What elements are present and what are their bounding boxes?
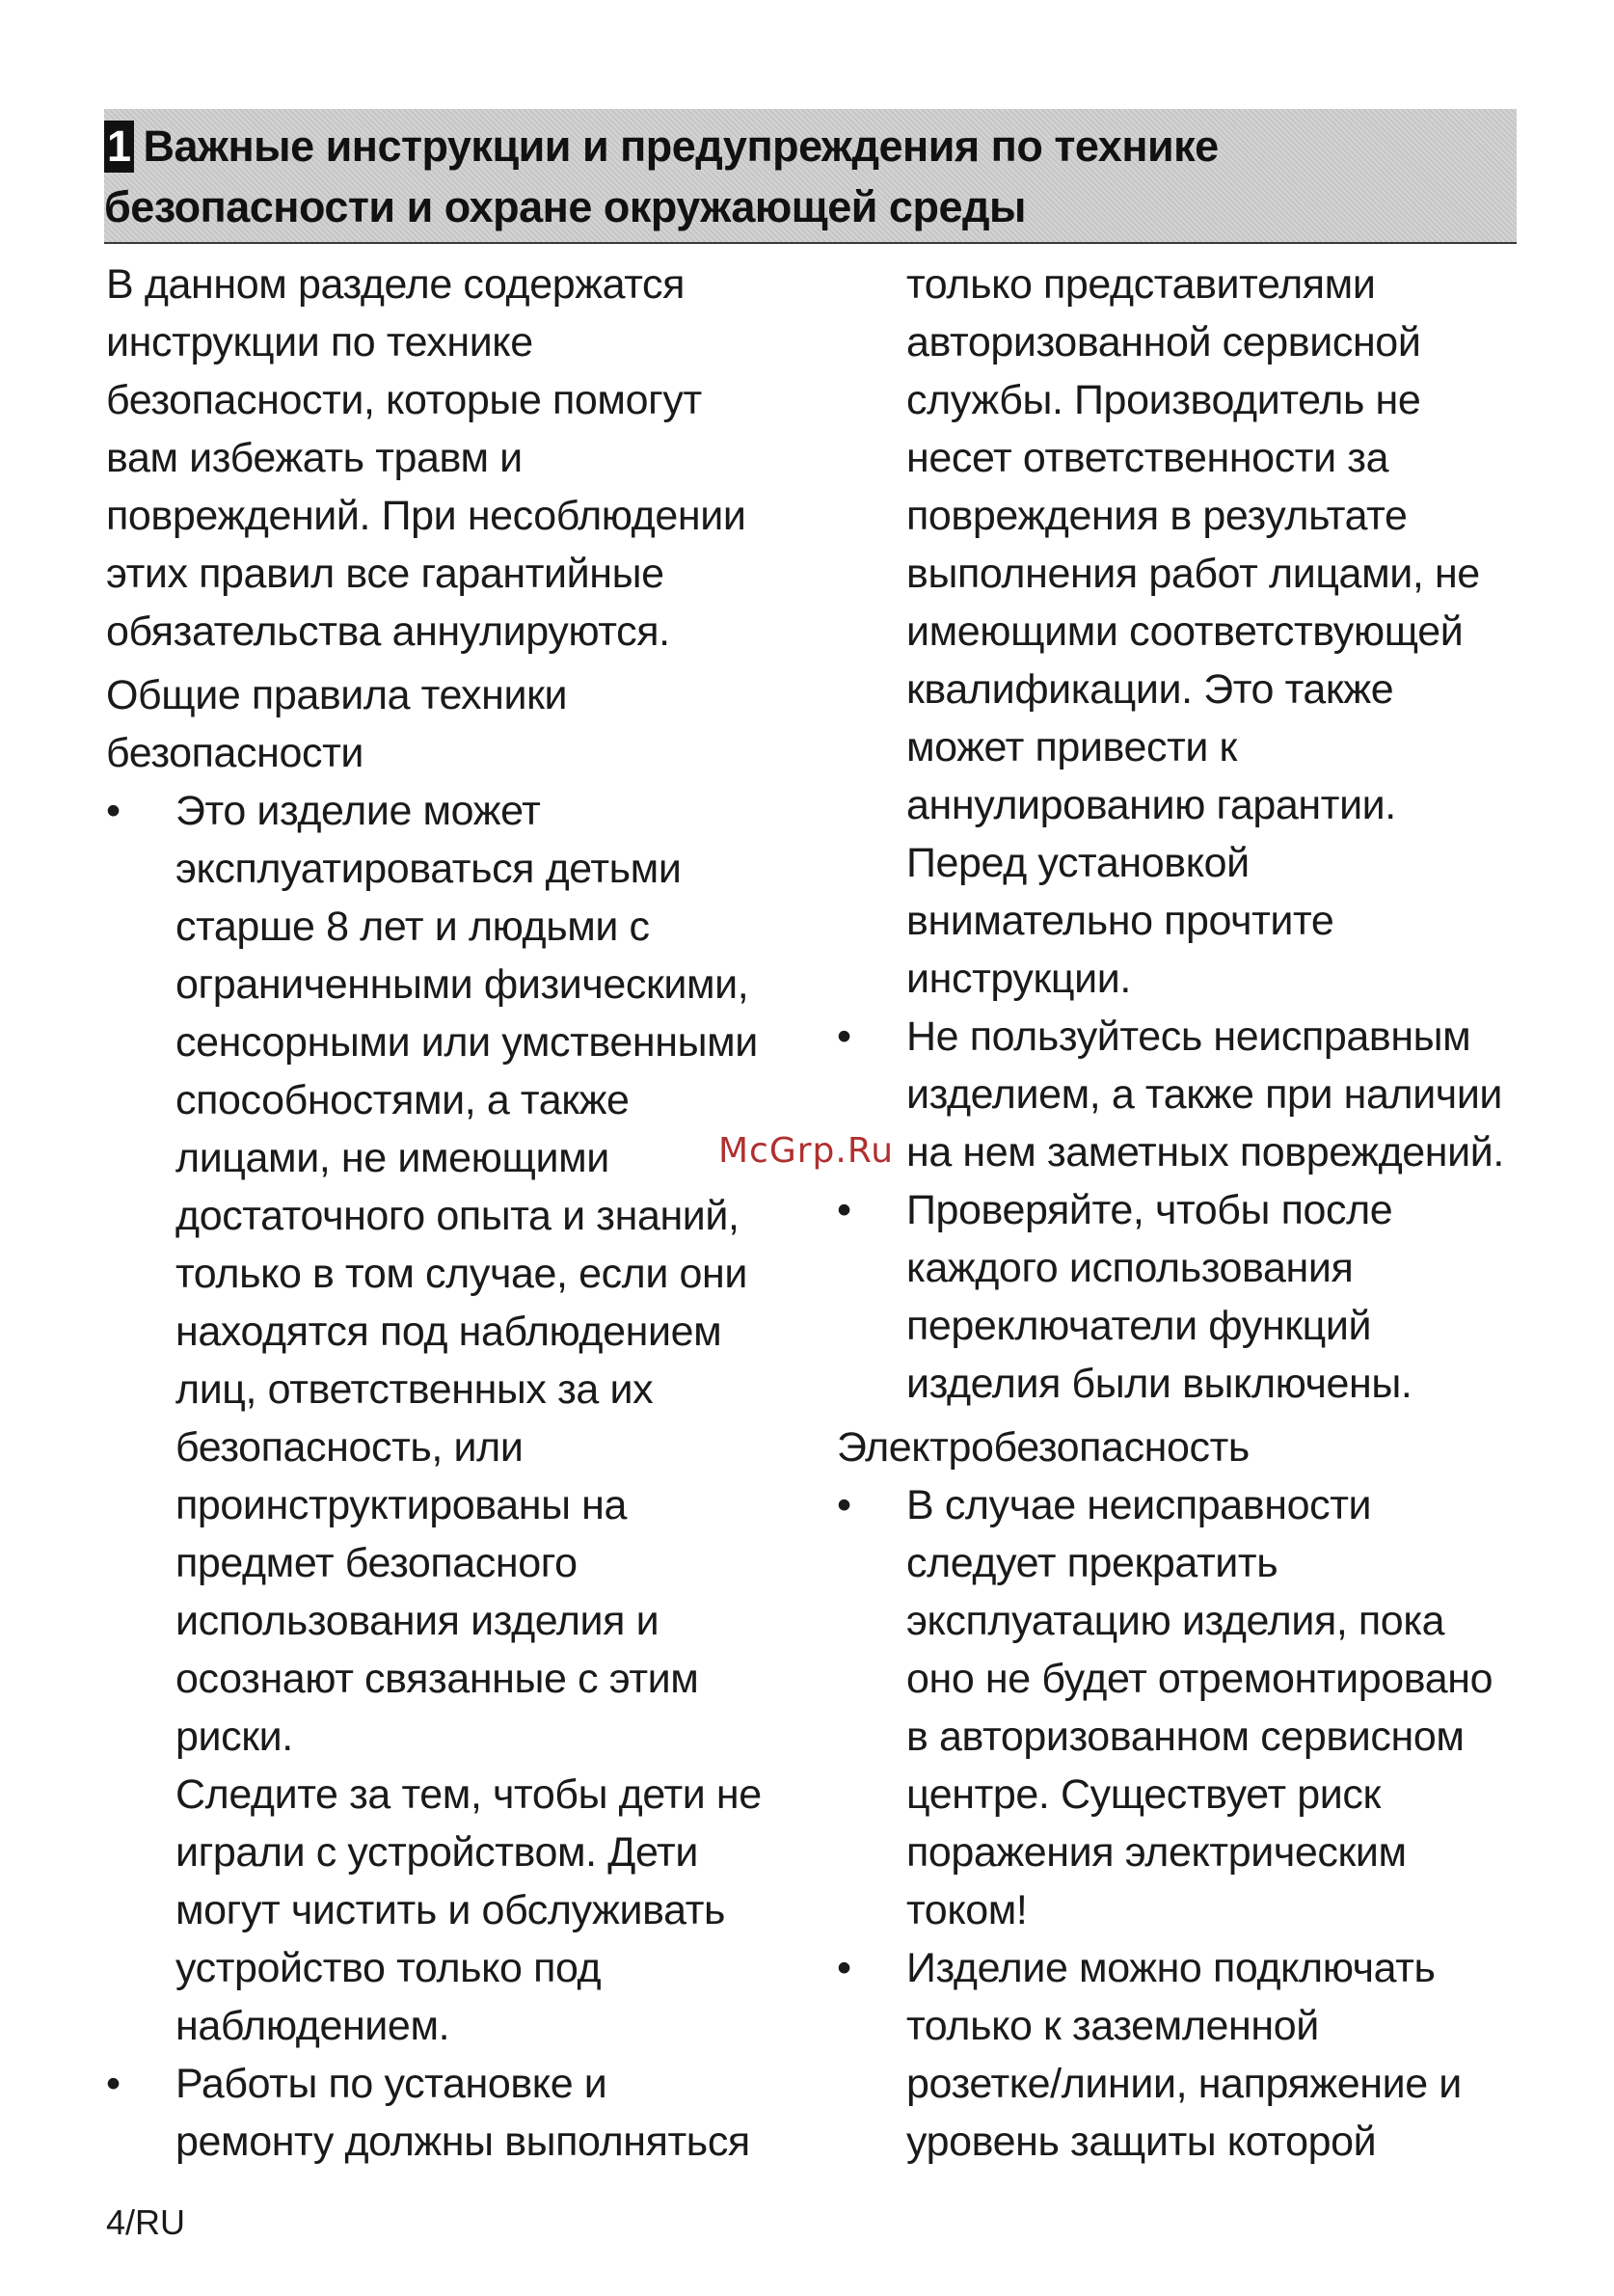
page-footer: 4/RU	[106, 2202, 186, 2242]
right-column	[837, 256, 1531, 2171]
text-line: В данном разделе содержатся	[106, 261, 685, 308]
text-line: безопасность, или	[175, 1424, 524, 1471]
text-line: наблюдением.	[175, 2003, 450, 2049]
subheading-general-safety	[106, 666, 800, 782]
bullet-glyph: •	[837, 1482, 851, 1528]
text-line: оно не будет отремонтировано	[906, 1656, 1493, 1702]
bullet-glyph: •	[837, 1187, 851, 1233]
section-heading	[104, 109, 1517, 244]
text-line: устройство только под	[175, 1945, 602, 1991]
text-line: осознают связанные с этим	[175, 1656, 699, 1702]
text-line: этих правил все гарантийные	[106, 551, 664, 597]
text-line: находятся под наблюдением	[175, 1309, 722, 1355]
text-line: эксплуатацию изделия, пока	[906, 1598, 1445, 1644]
text-line: розетке/линии, напряжение и	[906, 2061, 1462, 2107]
text-line: Следите за тем, чтобы дети не	[175, 1771, 762, 1818]
text-line: службы. Производитель не	[906, 377, 1421, 423]
text-line: квалификации. Это также	[906, 666, 1394, 713]
list-item	[837, 1008, 1531, 1181]
text-line: в авторизованном сервисном	[906, 1714, 1465, 1760]
text-line: эксплуатироваться детьми	[175, 846, 682, 892]
text-line: Общие правила техники	[106, 672, 568, 718]
text-line: выполнения работ лицами, не	[906, 551, 1480, 597]
text-line: использования изделия и	[175, 1598, 659, 1644]
text-line: только к заземленной	[906, 2003, 1319, 2049]
heading-text-1: Важные инструкции и предупреждения по технике	[143, 122, 1219, 171]
text-line: вам избежать травм и	[106, 435, 523, 481]
list-item	[106, 2055, 800, 2171]
continued-list-item	[837, 256, 1531, 1008]
text-line: предмет безопасного	[175, 1540, 578, 1586]
text-line: безопасности, которые помогут	[106, 377, 702, 423]
text-line: поражения электрическим	[906, 1829, 1407, 1876]
text-line: сенсорными или умственными	[175, 1019, 758, 1066]
text-line: изделием, а также при наличии	[906, 1071, 1503, 1118]
text-line: имеющими соответствующей	[906, 608, 1464, 655]
subheading-electrical-safety	[837, 1418, 1531, 1476]
text-line: повреждений. При несоблюдении	[106, 493, 746, 539]
section-number: 1	[104, 121, 134, 173]
text-line: способностями, а также	[175, 1077, 630, 1123]
text-line: каждого использования	[906, 1245, 1354, 1291]
bullet-glyph: •	[106, 2061, 121, 2107]
list-item	[837, 1181, 1531, 1413]
list-item	[837, 1476, 1531, 1939]
text-line: только в том случае, если они	[175, 1251, 748, 1297]
safety-list-left	[106, 782, 800, 2171]
bullet-glyph: •	[837, 1013, 851, 1060]
text-line: только представителями	[906, 261, 1376, 308]
text-line: переключатели функций	[906, 1303, 1372, 1349]
text-line: лиц, ответственных за их	[175, 1366, 654, 1413]
text-line: могут чистить и обслуживать	[175, 1887, 725, 1933]
text-line: повреждения в результате	[906, 493, 1408, 539]
bullet-glyph: •	[106, 788, 121, 834]
bullet-glyph: •	[837, 1945, 851, 1991]
text-line: авторизованной сервисной	[906, 319, 1421, 365]
text-line: Это изделие может	[175, 788, 541, 834]
watermark: McGrp.Ru	[718, 1131, 895, 1171]
text-line: инструкции.	[906, 956, 1131, 1002]
text-line: уровень защиты которой	[906, 2119, 1377, 2165]
text-line: центре. Существует риск	[906, 1771, 1381, 1818]
text-line: безопасности	[106, 730, 364, 776]
text-line: играли с устройством. Дети	[175, 1829, 698, 1876]
text-line: на нем заметных повреждений.	[906, 1129, 1504, 1175]
text-line: лицами, не имеющими	[175, 1135, 609, 1181]
intro-paragraph	[106, 256, 800, 661]
text-line: риски.	[175, 1714, 293, 1760]
text-line: Проверяйте, чтобы после	[906, 1187, 1393, 1233]
text-line: ремонту должны выполняться	[175, 2119, 750, 2165]
list-item	[837, 1939, 1531, 2171]
text-line: инструкции по технике	[106, 319, 533, 365]
electrical-list	[837, 1476, 1531, 2171]
heading-line-1	[104, 121, 1219, 173]
text-line: Электробезопасность	[837, 1424, 1250, 1471]
left-column	[106, 256, 800, 2171]
safety-list-right	[837, 1008, 1531, 1413]
text-line: Изделие можно подключать	[906, 1945, 1436, 1991]
text-line: Работы по установке и	[175, 2061, 607, 2107]
text-line: старше 8 лет и людьми с	[175, 904, 650, 950]
text-line: проинструктированы на	[175, 1482, 627, 1528]
text-line: Не пользуйтесь неисправным	[906, 1013, 1471, 1060]
text-line: достаточного опыта и знаний,	[175, 1193, 740, 1239]
text-line: током!	[906, 1887, 1028, 1933]
text-line: ограниченными физическими,	[175, 961, 749, 1008]
text-line: аннулированию гарантии.	[906, 782, 1396, 828]
text-line: обязательства аннулируются.	[106, 608, 670, 655]
text-line: внимательно прочтите	[906, 898, 1334, 944]
text-line: Перед установкой	[906, 840, 1250, 886]
text-line: может привести к	[906, 724, 1237, 770]
list-item	[106, 782, 800, 2055]
text-line: В случае неисправности	[906, 1482, 1372, 1528]
text-line: следует прекратить	[906, 1540, 1278, 1586]
heading-line-2: безопасности и охране окружающей среды	[104, 182, 1026, 231]
text-line: несет ответственности за	[906, 435, 1389, 481]
text-line: изделия были выключены.	[906, 1361, 1412, 1407]
